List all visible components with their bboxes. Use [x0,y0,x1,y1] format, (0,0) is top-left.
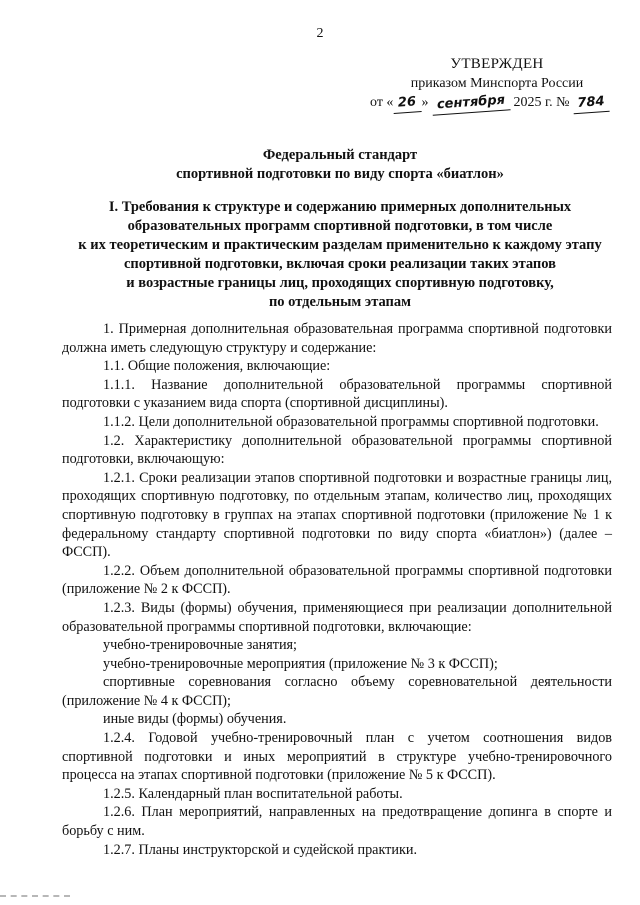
body-text [62,320,612,859]
year-suffix: 2025 г. № [513,95,570,110]
paragraph: 1.1. Общие положения, включающие: [103,358,331,375]
scan-edge-mark [0,895,70,899]
paragraph: 1.2.2. Объем дополнительной образовательной программы спортивной подготовки (приложение № 2 к ФССП). [62,562,612,598]
paragraph: иные виды (формы) обучения. [103,711,287,728]
paragraph: учебно-тренировочные занятия; [103,637,298,654]
section-heading-line: образовательных программ спортивной подготовки, в том числе [127,218,553,234]
document-title [60,146,620,184]
handwritten-order-number: 784 [572,92,609,114]
paragraph: 1.2. Характеристику дополнительной образовательной программы спортивной подготовки, включающую: [62,432,612,468]
doc-title-line: Федеральный стандарт [262,147,418,163]
section-heading-line: и возрастные границы лиц, проходящих спортивную подготовку, [126,275,554,291]
paragraph: 1.2.4. Годовой учебно-тренировочный план с учетом соотношения видов спортивной подготовки и иных мероприятий в структуре учебно-тренировочного процесса на этапах спортивной подготовки (приложение № 5 к ФССП). [62,730,612,784]
paragraph: 1.2.3. Виды (формы) обучения, применяющиеся при реализации дополнительной образовательной программы спортивной подготовки, включающие: [62,599,612,635]
paragraph: учебно-тренировочные мероприятия (приложение № 3 к ФССП); [103,655,498,672]
section-heading-line: по отдельным этапам [268,294,412,310]
approval-stamp [370,55,610,113]
date-mid: » [421,95,429,110]
section-heading-line: к их теоретическим и практическим разделам применительно к каждому этапу [78,237,602,253]
approval-order: приказом Минспорта России [410,76,584,91]
paragraph: спортивные соревнования согласно объему соревновательной деятельности (приложение № 4 к ФССП); [62,674,612,709]
paragraph: 1.1.1. Название дополнительной образовательной программы спортивной подготовки с указанием вида спорта (спортивной дисциплины). [62,376,612,412]
paragraph: 1. Примерная дополнительная образовательная программа спортивной подготовки должна иметь следующую структуру и содержание: [62,321,612,356]
paragraph: 1.2.7. Планы инструкторской и судейской практики. [103,841,417,858]
approval-title: УТВЕРЖДЕН [450,56,544,72]
date-prefix: от « [370,95,394,110]
paragraph: 1.1.2. Цели дополнительной образовательной программы спортивной подготовки. [103,413,599,430]
section-heading-line: спортивной подготовки, включая сроки реализации таких этапов [123,256,556,272]
paragraph: 1.2.1. Сроки реализации этапов спортивной подготовки и возрастные границы лиц, проходящих спортивную подготовку, по отдельным этапам, количество лиц, проходящих спортивную подготовку в группах на этапах спортивной подготовки (приложение № 1 к федеральному стандарту спортивной подготовки по виду спорта «биатлон») (далее – ФССП). [62,469,612,561]
handwritten-month: сентября [431,90,510,115]
paragraph: 1.2.5. Календарный план воспитательной работы. [103,785,403,802]
page-number: 2 [316,26,324,41]
approval-dateline [370,93,610,113]
paragraph: 1.2.6. План мероприятий, направленных на предотвращение допинга в спорте и борьбу с ним. [62,804,612,840]
handwritten-day: 26 [393,92,422,114]
doc-title-line: спортивной подготовки по виду спорта «биатлон» [176,166,504,182]
section-heading-line: I. Требования к структуре и содержанию примерных дополнительных [108,199,572,215]
section-heading [60,198,620,312]
